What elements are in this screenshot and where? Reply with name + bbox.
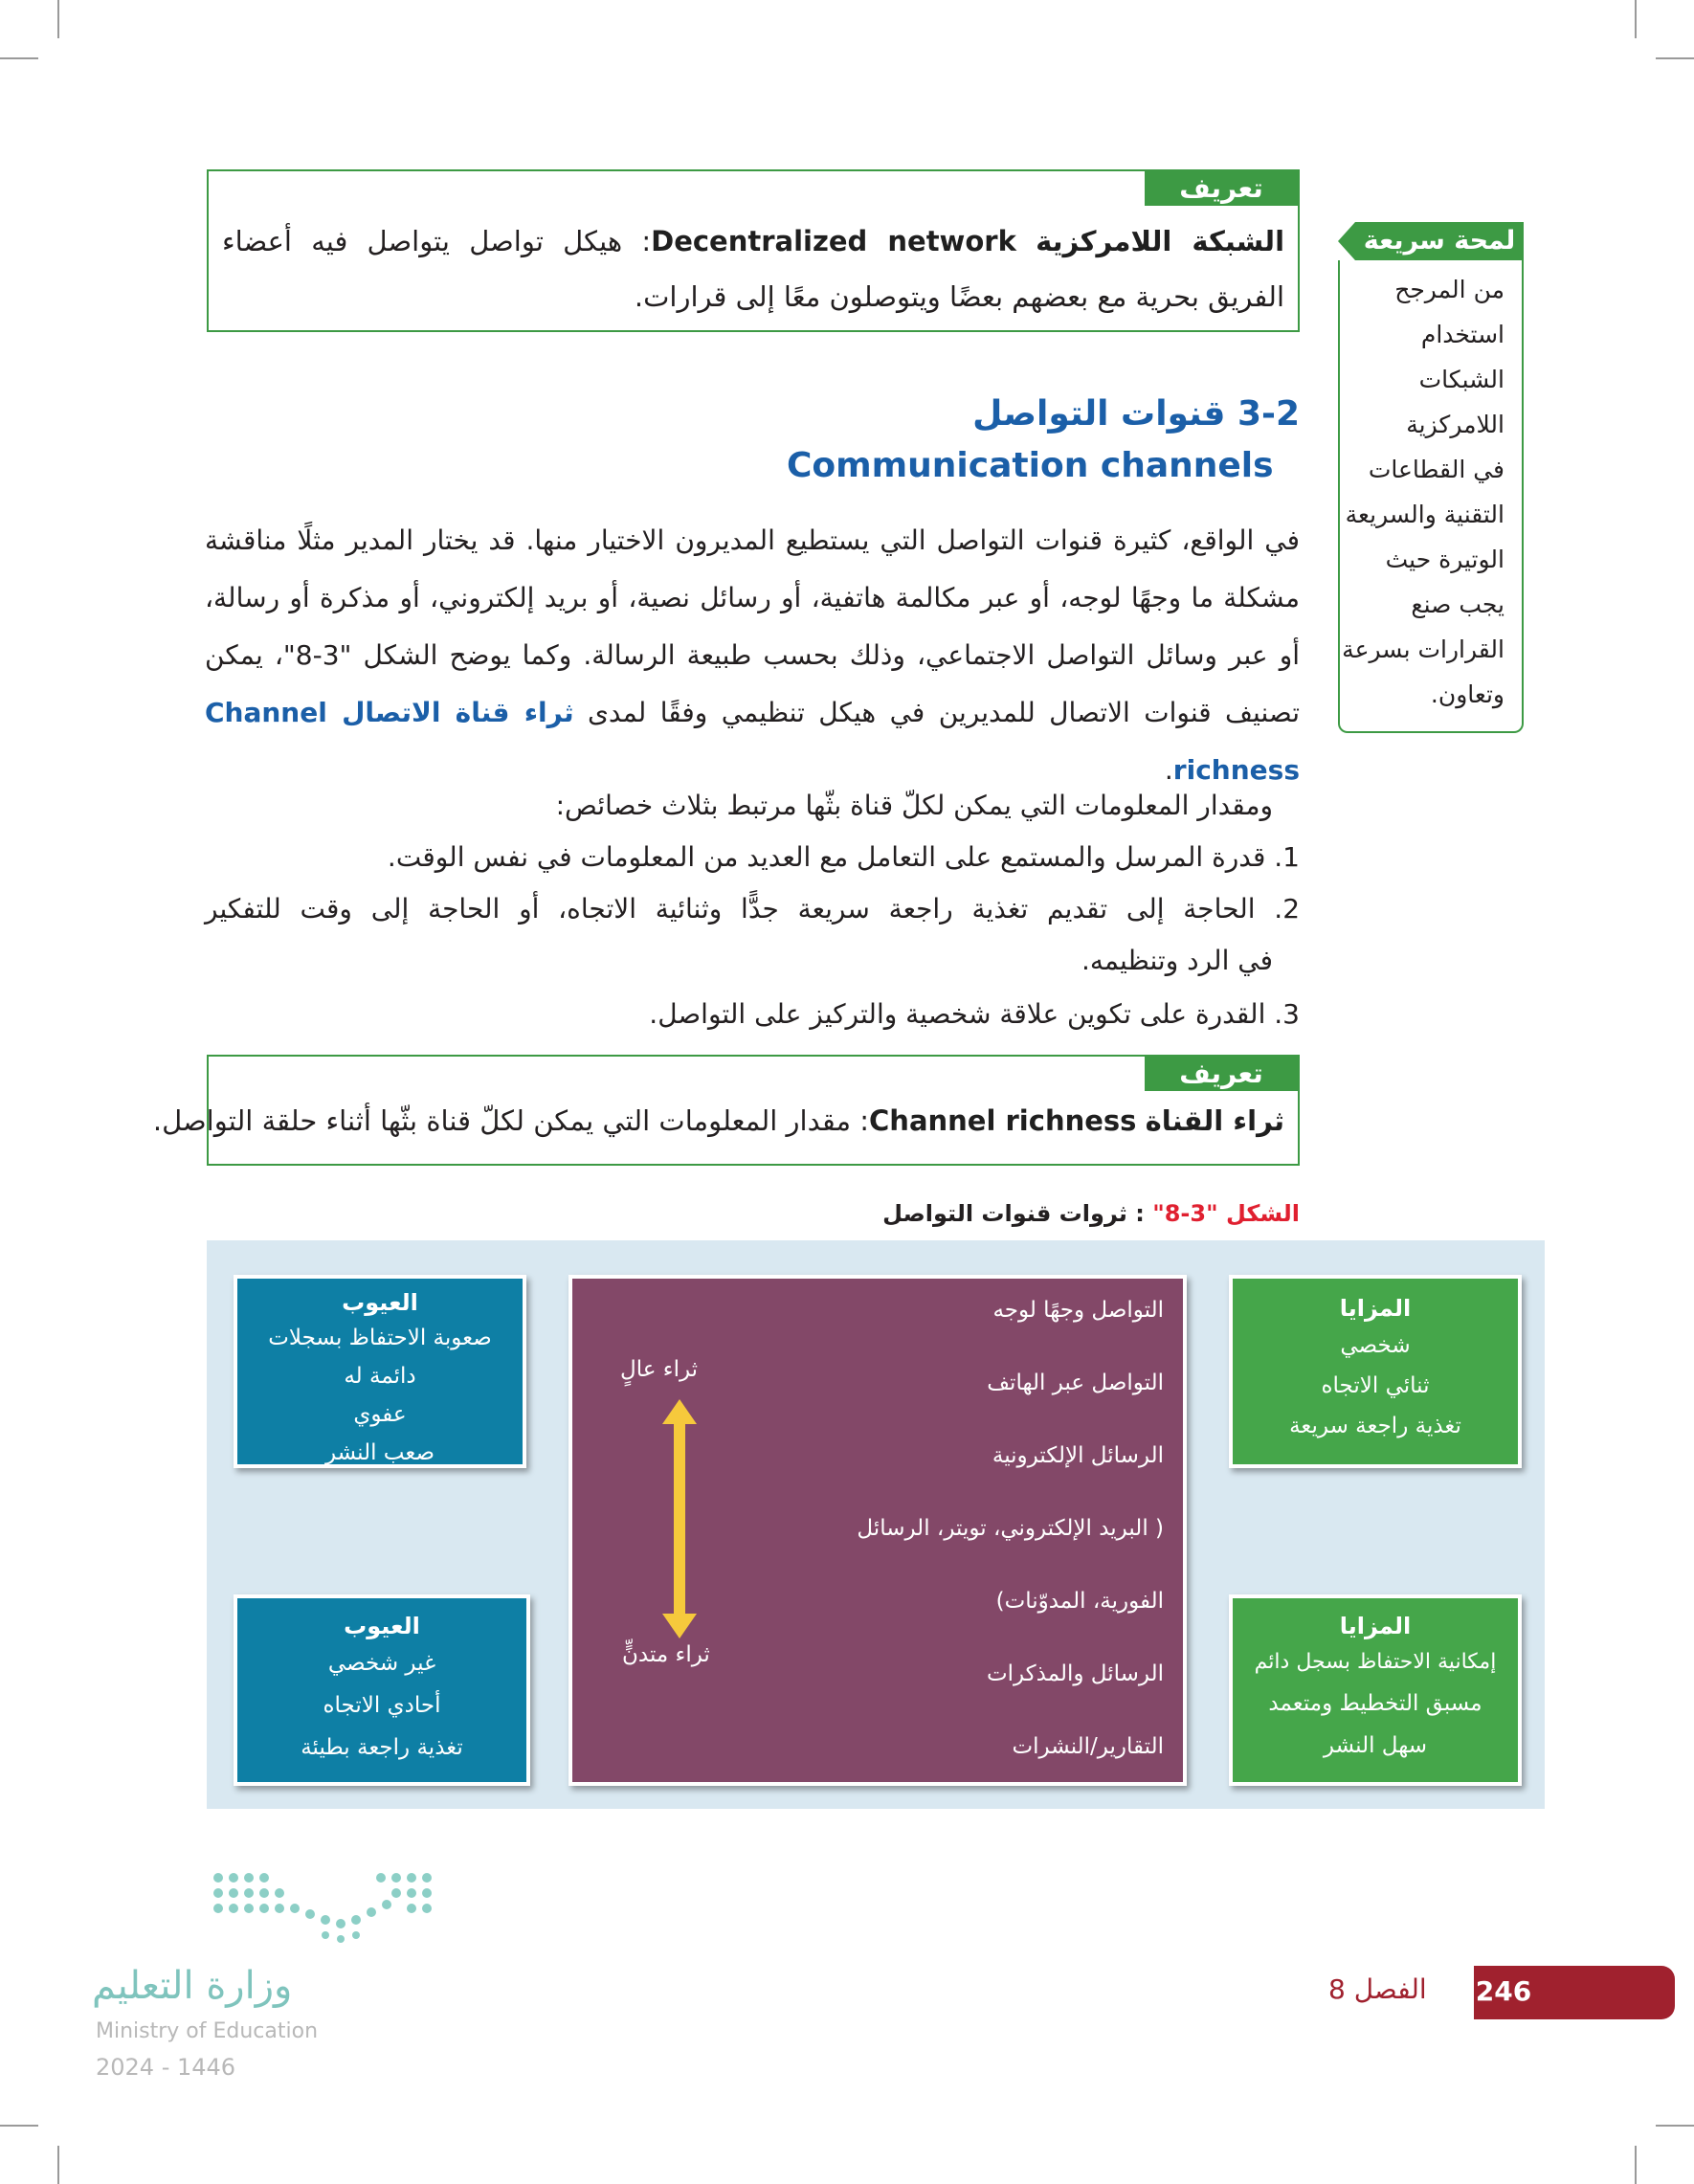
- panel-line: دائمة له: [344, 1364, 416, 1389]
- panel-line: سهل النشر: [1323, 1733, 1428, 1758]
- definition-term-ar: الشبكة اللامركزية: [1036, 225, 1285, 257]
- list-item: [649, 986, 1300, 1043]
- panel-line: عفوي: [353, 1402, 407, 1427]
- paragraph-end: .: [1164, 754, 1173, 786]
- crop-mark: [1656, 57, 1694, 59]
- disadvantages-panel-bottom: [234, 1594, 530, 1786]
- panel-line: ثنائي الاتجاه: [1321, 1373, 1430, 1398]
- quick-note-line: اللامركزية: [1406, 411, 1505, 438]
- main-paragraph: [205, 512, 1300, 799]
- panel-line: شخصي: [1340, 1333, 1411, 1358]
- crop-mark: [0, 57, 38, 59]
- quick-note-box: [1338, 260, 1524, 733]
- channel-item: ( البريد الإلكتروني، تويتر، الرسائل: [857, 1516, 1164, 1541]
- panel-line: تغذية راجعة بطيئة: [301, 1735, 463, 1760]
- definition-body: : مقدار المعلومات التي يمكن لكلّ قناة بثّها أثناء حلقة التواصل.: [152, 1104, 870, 1137]
- channel-item: التقارير/النشرات: [1012, 1734, 1164, 1759]
- quick-note-line: الشبكات: [1418, 366, 1505, 393]
- crop-mark: [1656, 2125, 1694, 2127]
- list-item: [388, 829, 1300, 886]
- figure-sep: :: [1126, 1200, 1153, 1227]
- channel-item: الفورية، المدوّنات): [995, 1589, 1164, 1614]
- crop-mark: [0, 2125, 38, 2127]
- panel-title: العيوب: [344, 1613, 420, 1639]
- definition-term-en: Decentralized network: [651, 225, 1016, 257]
- quick-note-line: التقنية والسريعة: [1345, 501, 1505, 528]
- page-number: 246: [1475, 1975, 1532, 2007]
- ministry-name-ar: وزارة التعليم: [92, 1964, 293, 2008]
- definition-tag: تعريف: [1145, 171, 1298, 206]
- list-text: قدرة المرسل والمستمع على التعامل مع العديد من المعلومات في نفس الوقت.: [387, 841, 1266, 873]
- definition-tag: تعريف: [1145, 1057, 1298, 1091]
- channel-item: الرسائل والمذكرات: [986, 1661, 1164, 1686]
- definition-body: : هيكل تواصل يتواصل فيه أعضاء الفريق بحرية مع بعضهم بعضًا ويتوصلون معًا إلى قرارات.: [222, 225, 1284, 313]
- advantages-panel-top: [1229, 1275, 1522, 1468]
- panel-line: مسبق التخطيط ومتعمد: [1268, 1691, 1482, 1716]
- panel-title: المزايا: [1339, 1295, 1412, 1322]
- list-number: 2.: [1274, 893, 1301, 925]
- panel-line: أحادي الاتجاه: [323, 1693, 441, 1718]
- channels-panel: [568, 1275, 1187, 1786]
- figure-label: الشكل "3-8": [1152, 1200, 1300, 1227]
- crop-mark: [1635, 2146, 1637, 2184]
- low-richness-label: ثراء متدنٍّ: [622, 1642, 710, 1667]
- quick-note-line: في القطاعات: [1368, 456, 1505, 483]
- crop-mark: [57, 2146, 59, 2184]
- panel-title: المزايا: [1339, 1613, 1412, 1639]
- disadvantages-panel-top: [234, 1275, 526, 1468]
- crop-mark: [1635, 0, 1637, 38]
- list-item: [205, 880, 1300, 938]
- quick-note-line: من المرجح: [1394, 276, 1505, 303]
- figure-title: ثروات قنوات التواصل: [882, 1200, 1127, 1227]
- advantages-panel-bottom: [1229, 1594, 1522, 1786]
- section-heading-ar: 3-2 قنوات التواصل: [972, 394, 1300, 434]
- ministry-logo-icon: [209, 1866, 448, 1943]
- crop-mark: [57, 0, 59, 38]
- list-number: 3.: [1274, 998, 1300, 1030]
- definition-term-ar: ثراء القناة: [1145, 1104, 1284, 1137]
- panel-line: صعب النشر: [324, 1440, 435, 1465]
- definition-box-decentralized: [207, 169, 1300, 332]
- quick-note-line: يجب صنع: [1411, 591, 1505, 618]
- quick-note-line: القرارات بسرعة: [1342, 635, 1505, 663]
- channel-item: التواصل عبر الهاتف: [987, 1371, 1164, 1395]
- panel-line: صعوبة الاحتفاظ بسجلات: [268, 1326, 492, 1350]
- paragraph-text: في الواقع، كثيرة قنوات التواصل التي يستطيع المديرون الاختيار منها. قد يختار المدير مثلًا مناقشة مشكلة ما وجهًا لوجه، أو عبر مكالمة هاتفية، أو رسائل نصية، أو بريد إلكتروني، أو مذكرة أو رسالة، أو عبر وسائل التواصل الاجتماعي، وذلك بحسب طبيعة الرسالة. وكما يوضح الشكل "3-8"، يمكن تصنيف قنوات الاتصال للمديرين في هيكل تنظيمي وفقًا لمدى: [205, 524, 1301, 728]
- quick-note-line: وتعاون.: [1430, 680, 1505, 708]
- definition-term-en: Channel richness: [869, 1104, 1137, 1137]
- quick-note-line: الوتيرة حيث: [1385, 546, 1505, 573]
- section-heading-en: Communication channels: [787, 446, 1274, 485]
- list-item-continuation: في الرد وتنظيمه.: [1081, 945, 1273, 976]
- panel-line: تغذية راجعة سريعة: [1289, 1414, 1461, 1438]
- high-richness-label: ثراء عالٍ: [620, 1357, 699, 1382]
- chapter-label: الفصل 8: [1328, 1973, 1427, 2005]
- channel-richness-term: ثراء قناة الاتصال Channel richness: [205, 697, 1300, 786]
- definition-text: [152, 1093, 1284, 1148]
- panel-line: غير شخصي: [327, 1651, 436, 1676]
- richness-arrow-icon: [660, 1399, 699, 1638]
- quick-note-tag: لمحة سريعة: [1355, 222, 1524, 260]
- channel-item: التواصل وجهًا لوجه: [992, 1298, 1164, 1323]
- ministry-name-en: Ministry of Education: [96, 2019, 319, 2043]
- figure-caption: [882, 1200, 1300, 1227]
- list-text: القدرة على تكوين علاقة شخصية والتركيز على التواصل.: [649, 998, 1266, 1030]
- list-number: 1.: [1274, 841, 1300, 873]
- panel-title: العيوب: [342, 1289, 418, 1316]
- definition-box-channel-richness: [152, 1055, 1300, 1166]
- definition-text: [222, 213, 1284, 324]
- list-text: الحاجة إلى تقديم تغذية راجعة سريعة جدًّا وثنائية الاتجاه، أو الحاجة إلى وقت للتفكير: [205, 893, 1256, 925]
- quick-note-line: استخدام: [1420, 321, 1505, 348]
- list-intro: ومقدار المعلومات التي يمكن لكلّ قناة بثّها مرتبط بثلاث خصائص:: [555, 790, 1273, 821]
- ministry-year: 2024 - 1446: [96, 2054, 236, 2081]
- channel-item: الرسائل الإلكترونية: [992, 1443, 1164, 1468]
- panel-line: إمكانية الاحتفاظ بسجل دائم: [1254, 1650, 1497, 1674]
